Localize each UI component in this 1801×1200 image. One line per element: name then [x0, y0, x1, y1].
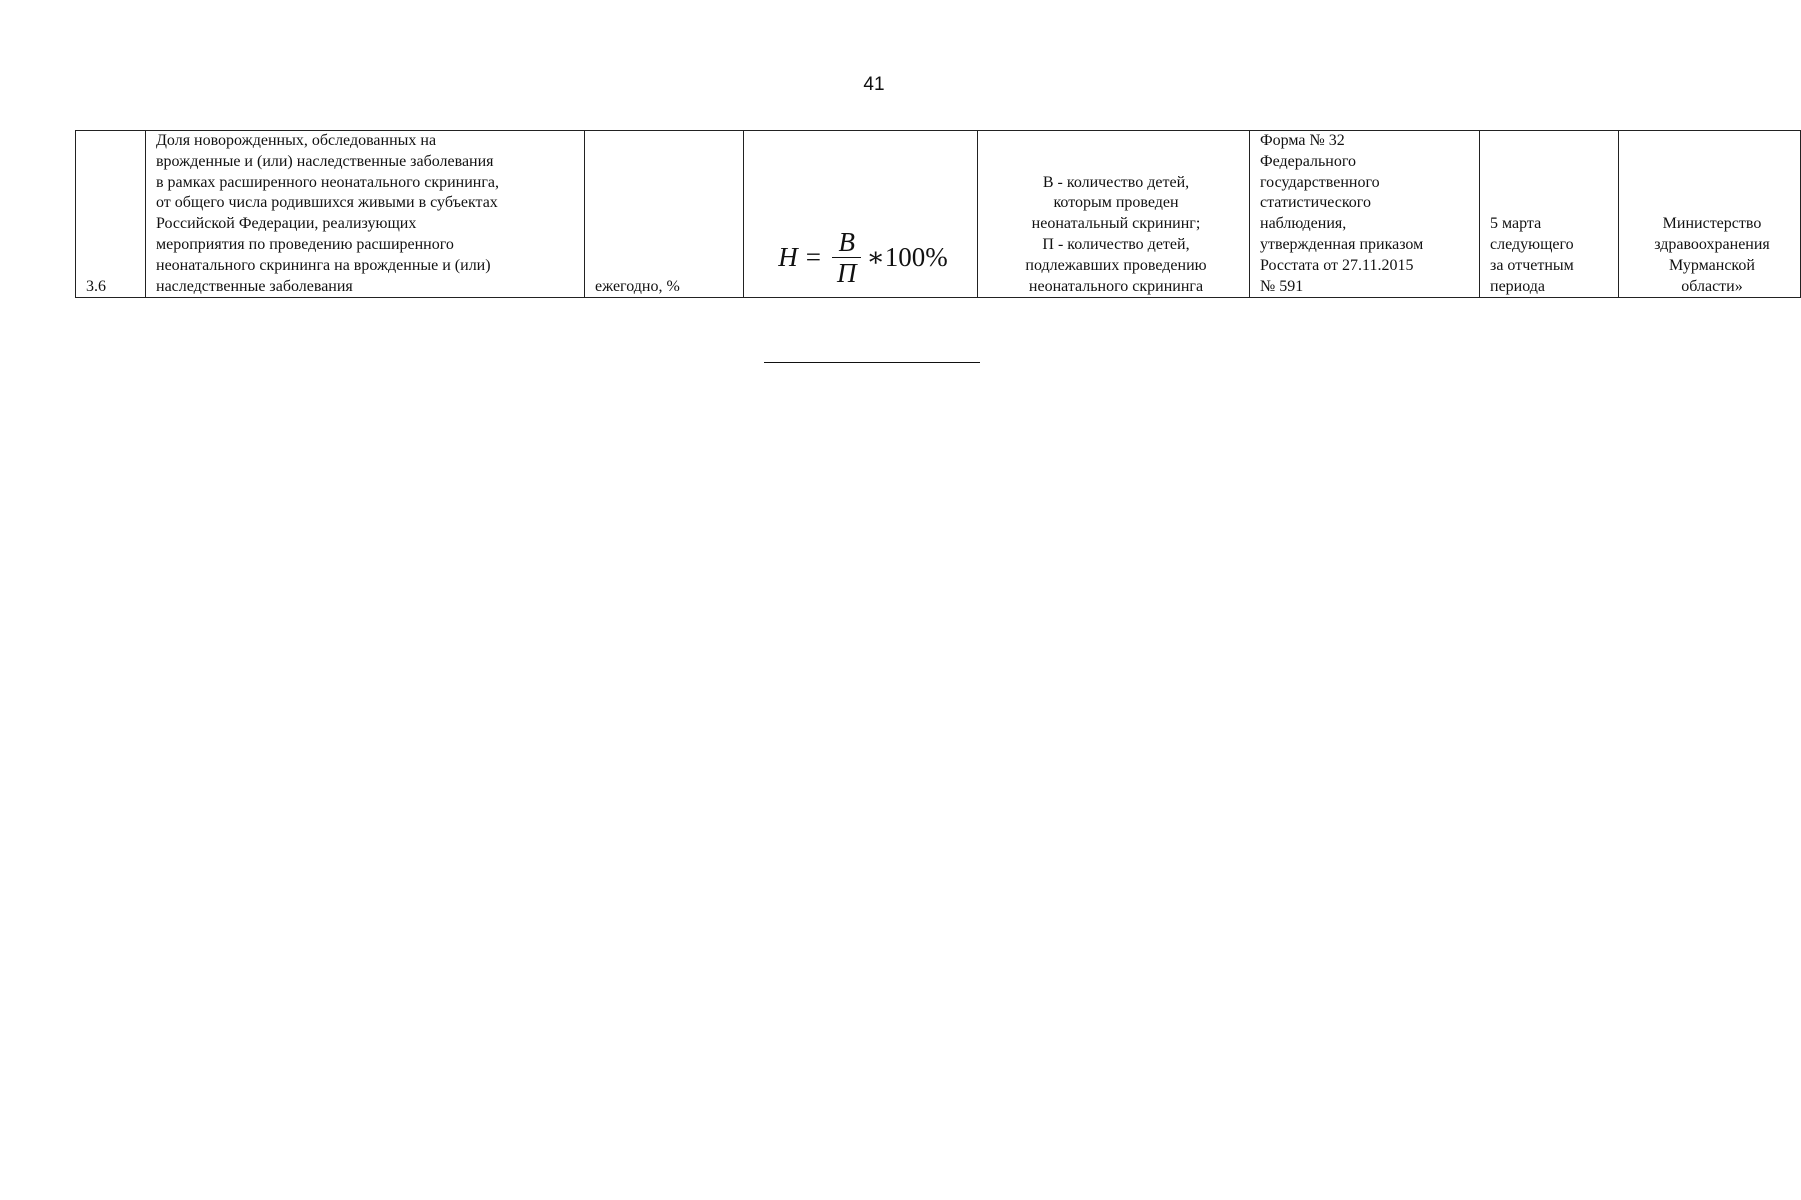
formula-numerator: В: [832, 228, 861, 258]
responsible-cell: [1619, 131, 1801, 298]
formula-cell: [744, 131, 978, 298]
formula-equals: =: [805, 242, 821, 273]
formula-multiplier: ∗100%: [866, 242, 948, 273]
source-cell: [1250, 131, 1480, 298]
periodicity-cell: [585, 131, 744, 298]
responsible-body: Министерство здравоохранения Мурманской области»: [1654, 215, 1770, 295]
indicator-table: [75, 130, 1801, 298]
indicator-name: Доля новорожденных, обследованных на врожденные и (или) наследственные заболевания в рамках расширенного неонатального скрининга, от общего числа родившихся живыми в субъектах Российской Федерации, реализующих мероприятия по проведению расширенного неонатального скрининга на врожденные и (или) наследственные заболевания: [156, 132, 500, 295]
formula: [778, 228, 948, 287]
page-number: 41: [863, 74, 885, 95]
variables-description: В - количество детей, которым проведен неонатальный скрининг; П - количество детей, подлежавших проведению неонатального скрининга: [1025, 173, 1207, 295]
periodicity: ежегодно, %: [595, 277, 680, 295]
end-rule: [764, 362, 980, 363]
indicator-name-cell: [146, 131, 585, 298]
formula-lhs: Н: [778, 242, 798, 273]
data-source: Форма № 32 Федерального государственного статистического наблюдения, утвержденная приказом Росстата от 27.11.2015 № 591: [1260, 132, 1424, 295]
formula-denominator: П: [836, 258, 857, 289]
deadline: 5 марта следующего за отчетным периода: [1490, 215, 1574, 295]
formula-fraction: [831, 228, 863, 287]
table-row: [76, 131, 1801, 298]
row-number-cell: [76, 131, 146, 298]
row-number: 3.6: [86, 277, 106, 295]
deadline-cell: [1480, 131, 1619, 298]
variables-cell: [978, 131, 1250, 298]
